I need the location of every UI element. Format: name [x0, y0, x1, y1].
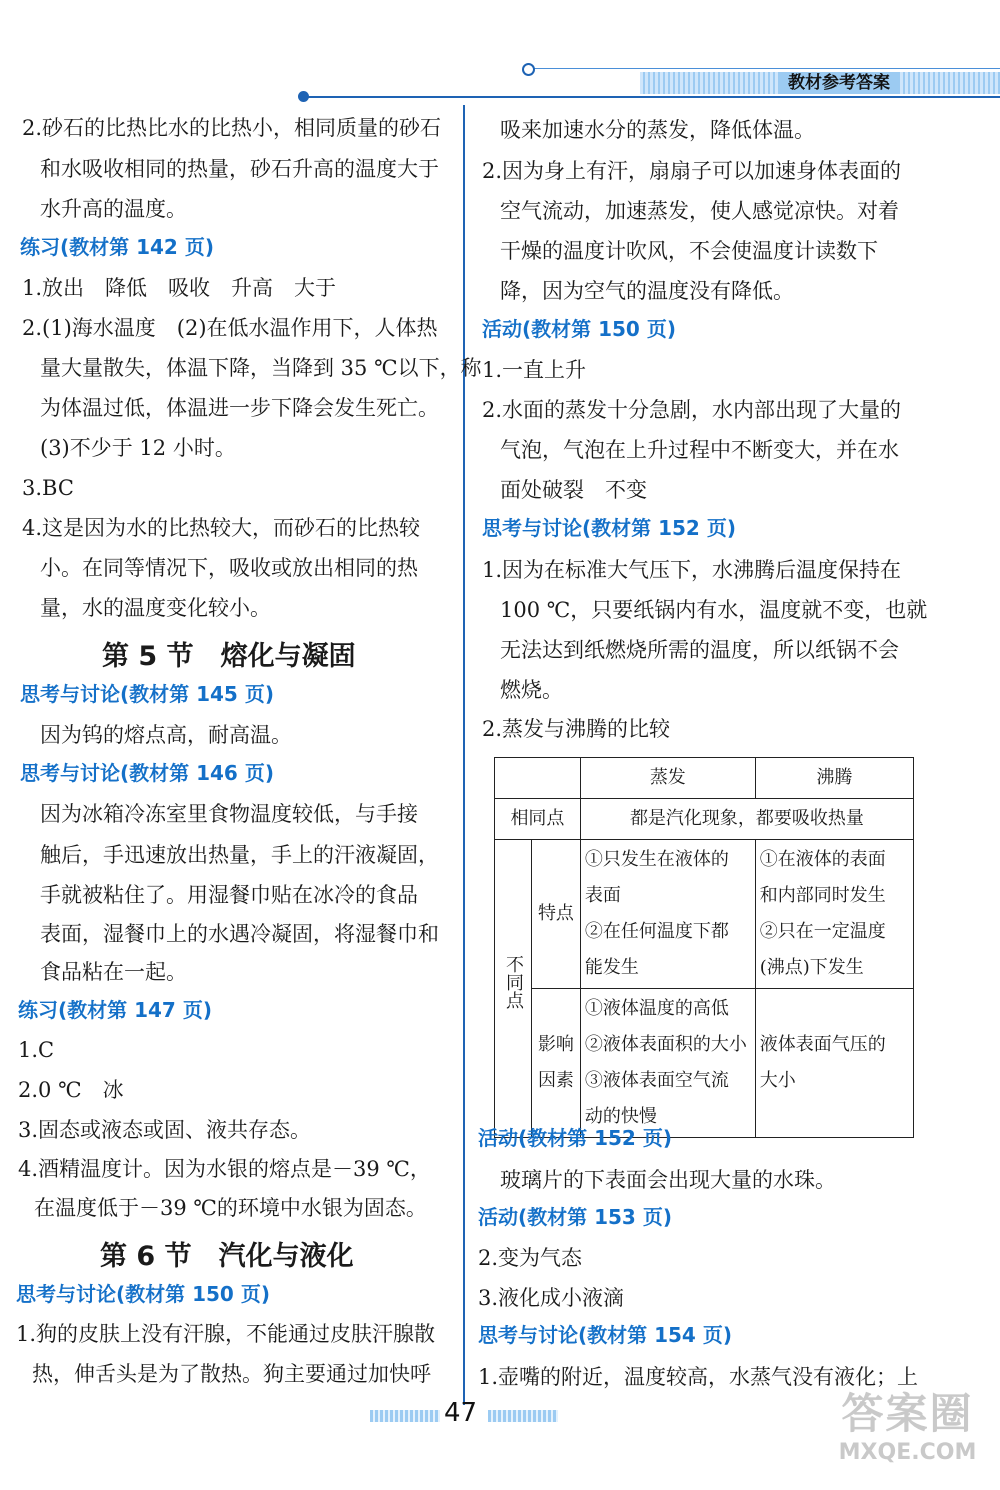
section-title: 第 5 节 熔化与凝固: [102, 641, 356, 672]
header-dot-ornament: [298, 91, 309, 102]
watermark-logo: [820, 1390, 995, 1485]
answer-line: 小。在同等情况下，吸收或放出相同的热: [40, 556, 418, 580]
page-number: 47: [444, 1398, 478, 1428]
exercise-heading: 练习(教材第 142 页): [20, 235, 214, 259]
answer-line: 1.C: [18, 1038, 55, 1062]
cell-line: ①只发生在液体的: [584, 849, 729, 870]
cell-line: ②液体表面积的大小: [584, 1034, 747, 1055]
table-sublabel-feature: 特点: [532, 840, 581, 989]
answer-line: 食品粘在一起。: [40, 960, 187, 984]
answer-line: 面处破裂 不变: [500, 478, 647, 502]
watermark-bottom: MXQE.COM: [838, 1440, 977, 1465]
table-header-boiling: 沸腾: [755, 758, 913, 799]
answer-line: 因为钨的熔点高，耐高温。: [40, 723, 292, 747]
column-divider: [463, 105, 465, 1405]
discussion-heading: 思考与讨论(教材第 145 页): [20, 682, 274, 706]
cell-line: ②在任何温度下都: [584, 921, 729, 942]
comparison-table: [494, 757, 914, 1138]
cell-line: 表面: [584, 885, 621, 906]
cell-line: 和内部同时发生: [759, 885, 886, 906]
answer-line: 降，因为空气的温度没有降低。: [500, 279, 794, 303]
answer-line: 1.因为在标准大气压下，水沸腾后温度保持在: [482, 558, 902, 582]
table-row-label-diff: [495, 840, 532, 1138]
table-row-label-same: 相同点: [495, 799, 581, 840]
activity-heading: 活动(教材第 153 页): [478, 1205, 672, 1229]
answer-line: 手就被粘住了。用湿餐巾贴在冰冷的食品: [40, 883, 418, 907]
answer-line: 无法达到纸燃烧所需的温度，所以纸锅不会: [500, 638, 899, 662]
exercise-heading: 练习(教材第 147 页): [18, 998, 212, 1022]
answer-line: 表面，湿餐巾上的水遇冷凝固，将湿餐巾和: [40, 922, 439, 946]
watermark-top: 答案圈: [841, 1389, 974, 1438]
header-title: 教材参考答案: [780, 72, 898, 94]
table-cell-boil-feature: [755, 840, 913, 989]
cell-line: 液体表面气压的: [759, 1034, 886, 1055]
table-header-evaporation: 蒸发: [580, 758, 755, 799]
discussion-heading: 思考与讨论(教材第 146 页): [20, 761, 274, 785]
answer-line: 水升高的温度。: [40, 197, 187, 221]
answer-line: 为体温过低，体温进一步下降会发生死亡。: [40, 396, 439, 420]
answer-line: 空气流动，加速蒸发，使人感觉凉快。对着: [500, 199, 899, 223]
answer-line: 2.0 ℃ 冰: [18, 1078, 124, 1102]
answer-line: 2.蒸发与沸腾的比较: [482, 717, 671, 741]
cell-line: ②只在一定温度: [759, 921, 886, 942]
cell-line: 大小: [759, 1070, 796, 1091]
header-ring-ornament: [522, 63, 535, 76]
answer-line: 3.BC: [22, 476, 74, 500]
answer-line: 3.固态或液态或固、液共存态。: [18, 1118, 312, 1142]
answer-line: 在温度低于－39 ℃的环境中水银为固态。: [34, 1196, 427, 1220]
answer-line: 2.水面的蒸发十分急剧，水内部出现了大量的: [482, 398, 902, 422]
answer-line: 2.变为气态: [478, 1246, 583, 1270]
header-thin-rule: [533, 68, 1000, 69]
table-cell-boil-factor: [755, 989, 913, 1138]
cell-line: 能发生: [584, 957, 639, 978]
cell-line: ①在液体的表面: [759, 849, 886, 870]
table-corner-cell: [495, 758, 581, 799]
answer-line: 因为冰箱冷冻室里食物温度较低，与手接: [40, 802, 418, 826]
cell-line: 动的快慢: [584, 1106, 657, 1127]
answer-line: 量，水的温度变化较小。: [40, 596, 271, 620]
section-title: 第 6 节 汽化与液化: [100, 1241, 354, 1272]
table-sublabel-factor: [532, 989, 581, 1138]
answer-line: 1.壶嘴的附近，温度较高，水蒸气没有液化；上: [478, 1365, 919, 1389]
answer-line: (3)不少于 12 小时。: [40, 436, 236, 460]
answer-line: 气泡，气泡在上升过程中不断变大，并在水: [500, 438, 899, 462]
footer-ornament-right: [488, 1410, 558, 1422]
header-rule: [305, 96, 1000, 98]
answer-line: 触后，手迅速放出热量，手上的汗液凝固，: [40, 843, 439, 867]
cell-line: 影响: [537, 1034, 574, 1055]
answer-line: 3.液化成小液滴: [478, 1286, 625, 1310]
cell-line: ①液体温度的高低: [584, 998, 729, 1019]
discussion-heading: 思考与讨论(教材第 152 页): [482, 516, 736, 540]
answer-line: 2.砂石的比热比水的比热小，相同质量的砂石: [22, 116, 442, 140]
activity-heading: 活动(教材第 152 页): [478, 1126, 672, 1150]
table-cell-evap-feature: [580, 840, 755, 989]
answer-line: 1.一直上升: [482, 358, 587, 382]
diff-label-text: 不同点: [503, 955, 524, 1009]
discussion-heading: 思考与讨论(教材第 150 页): [16, 1282, 270, 1306]
answer-line: 玻璃片的下表面会出现大量的水珠。: [500, 1168, 836, 1192]
answer-line: 1.狗的皮肤上没有汗腺，不能通过皮肤汗腺散: [16, 1322, 436, 1346]
answer-line: 100 ℃，只要纸锅内有水，温度就不变，也就: [500, 598, 928, 622]
answer-line: 和水吸收相同的热量，砂石升高的温度大于: [40, 157, 439, 181]
answer-line: 1.放出 降低 吸收 升高 大于: [22, 276, 337, 300]
cell-line: ③液体表面空气流: [584, 1070, 729, 1091]
answer-line: 吸来加速水分的蒸发，降低体温。: [500, 118, 815, 142]
answer-line: 量大量散失，体温下降，当降到 35 ℃以下，称: [40, 356, 482, 380]
cell-line: (沸点)下发生: [759, 957, 864, 978]
table-cell-evap-factor: [580, 989, 755, 1138]
answer-line: 2.因为身上有汗，扇扇子可以加速身体表面的: [482, 159, 902, 183]
answer-line: 干燥的温度计吹风，不会使温度计读数下: [500, 239, 878, 263]
cell-line: 因素: [537, 1070, 574, 1091]
answer-line: 4.酒精温度计。因为水银的熔点是－39 ℃，: [18, 1157, 431, 1181]
answer-line: 4.这是因为水的比热较大，而砂石的比热较: [22, 516, 421, 540]
answer-line: 燃烧。: [500, 678, 563, 702]
activity-heading: 活动(教材第 150 页): [482, 317, 676, 341]
discussion-heading: 思考与讨论(教材第 154 页): [478, 1323, 732, 1347]
footer-ornament-left: [370, 1410, 440, 1422]
table-cell-same: 都是汽化现象，都要吸收热量: [580, 799, 913, 840]
answer-line: 热，伸舌头是为了散热。狗主要通过加快呼: [32, 1362, 431, 1386]
answer-line: 2.(1)海水温度 (2)在低水温作用下，人体热: [22, 316, 438, 340]
